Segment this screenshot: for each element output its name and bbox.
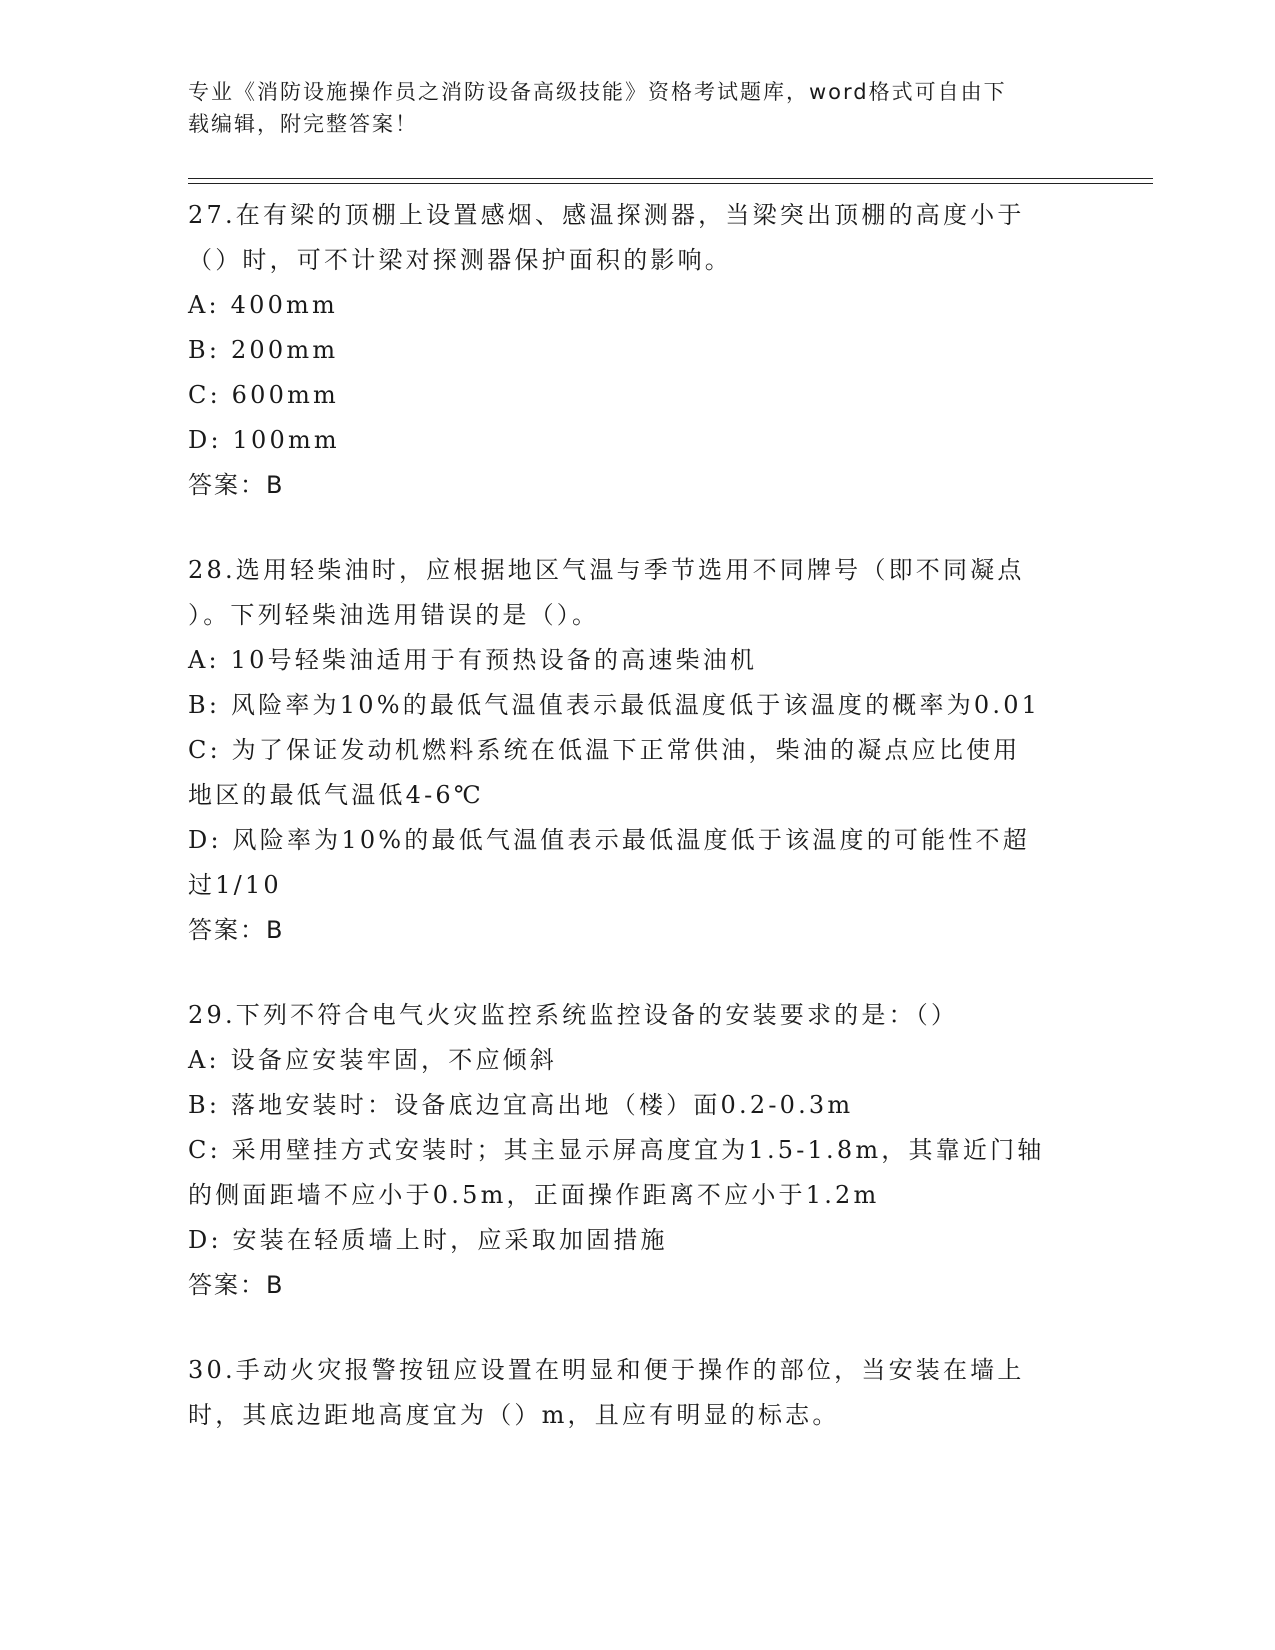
- option-c-continued: 的侧面距墙不应小于0.5m，正面操作距离不应小于1.2m: [188, 1181, 880, 1209]
- option-c: C: 采用壁挂方式安装时；其主显示屏高度宜为1.5-1.8m，其靠近门轴: [188, 1136, 1045, 1164]
- option-a: A: 400mm: [188, 291, 338, 319]
- option-a: A: 设备应安装牢固，不应倾斜: [188, 1046, 558, 1074]
- question-stem: 28.选用轻柴油时，应根据地区气温与季节选用不同牌号（即不同凝点: [188, 556, 1025, 584]
- option-b: B: 200mm: [188, 336, 339, 364]
- answer: 答案：B: [188, 471, 285, 499]
- question-stem-continued: （）时，可不计梁对探测器保护面积的影响。: [188, 246, 732, 274]
- header-line-2: 载编辑，附完整答案！: [188, 112, 418, 136]
- header-divider-top: [188, 178, 1153, 179]
- header-divider-bottom: [188, 183, 1153, 184]
- option-c-continued: 地区的最低气温低4-6℃: [188, 781, 484, 809]
- question-27: [188, 193, 1088, 508]
- question-stem-continued: ）。下列轻柴油选用错误的是（）。: [188, 601, 600, 629]
- question-stem: 29.下列不符合电气火灾监控系统监控设备的安装要求的是：（）: [188, 1001, 959, 1029]
- question-30: [188, 1348, 1088, 1438]
- question-28: [188, 548, 1088, 953]
- answer: 答案：B: [188, 916, 285, 944]
- question-stem-continued: 时，其底边距地高度宜为（）m，且应有明显的标志。: [188, 1401, 840, 1429]
- answer: 答案：B: [188, 1271, 285, 1299]
- question-stem: 27.在有梁的顶棚上设置感烟、感温探测器，当梁突出顶棚的高度小于: [188, 201, 1025, 229]
- option-d: D: 100mm: [188, 426, 340, 454]
- document-header: [188, 76, 1068, 140]
- option-a: A: 10号轻柴油适用于有预热设备的高速柴油机: [188, 646, 758, 674]
- option-c: C: 为了保证发动机燃料系统在低温下正常供油，柴油的凝点应比使用: [188, 736, 1021, 764]
- header-line-1: 专业《消防设施操作员之消防设备高级技能》资格考试题库，word格式可自由下: [188, 80, 1007, 104]
- option-d-continued: 过1/10: [188, 871, 282, 899]
- option-d: D: 安装在轻质墙上时，应采取加固措施: [188, 1226, 668, 1254]
- option-c: C: 600mm: [188, 381, 340, 409]
- question-stem: 30.手动火灾报警按钮应设置在明显和便于操作的部位，当安装在墙上: [188, 1356, 1025, 1384]
- option-d: D: 风险率为10%的最低气温值表示最低温度低于该温度的可能性不超: [188, 826, 1030, 854]
- question-list: [188, 193, 1088, 1478]
- option-b: B: 风险率为10%的最低气温值表示最低温度低于该温度的概率为0.01: [188, 691, 1041, 719]
- option-b: B: 落地安装时：设备底边宜高出地（楼）面0.2-0.3m: [188, 1091, 854, 1119]
- question-29: [188, 993, 1088, 1308]
